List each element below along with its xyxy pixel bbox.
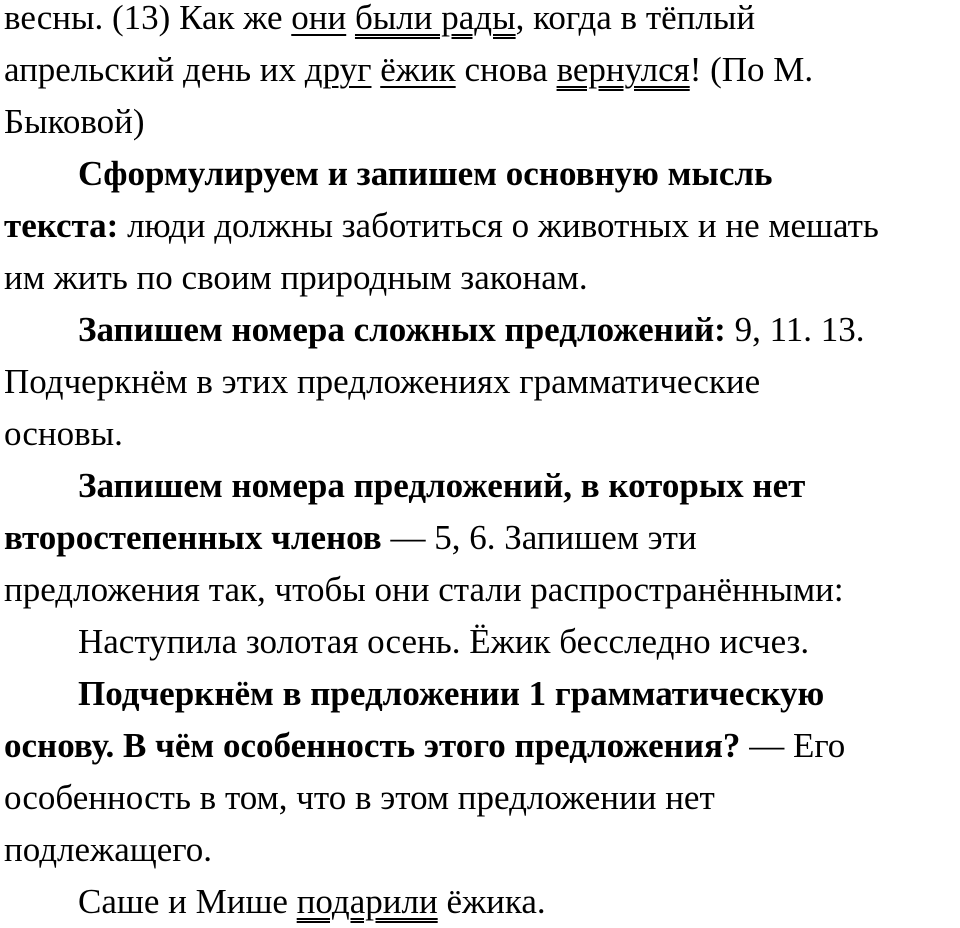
paragraph-main-idea [4, 148, 960, 304]
text-line [4, 876, 960, 928]
bold-heading: Запишем номера сложных предложений: [78, 310, 726, 349]
text-fragment [371, 50, 380, 89]
paragraph-sentence-13 [4, 0, 960, 148]
text-fragment: Наступила золотая осень. Ёжик бесследно исчез. [78, 622, 810, 661]
bold-heading: второстепенных членов [4, 518, 382, 557]
text-fragment: Подчеркнём в этих предложениях грамматические [4, 362, 761, 401]
text-line [4, 460, 960, 512]
text-fragment: ёжика. [437, 882, 546, 921]
text-fragment: предложения так, чтобы они стали распространёнными: [4, 570, 844, 609]
text-line [4, 616, 960, 668]
bold-heading: основу. В чём особенность этого предложения? [4, 726, 741, 765]
text-fragment: люди должны заботиться о животных и не мешать [118, 206, 879, 245]
text-fragment: — Его [740, 726, 846, 765]
underlined-predicate: подарили [296, 882, 438, 921]
text-fragment: снова [455, 50, 557, 89]
text-line [4, 720, 960, 772]
text-fragment: ! (По М. [689, 50, 814, 89]
underlined-subject: друг [304, 50, 372, 89]
bold-heading: Запишем номера предложений, в которых нет [78, 466, 806, 505]
underlined-subject: ёжик [380, 50, 456, 89]
text-fragment: 9, 11. 13. [725, 310, 865, 349]
paragraph-extended-sentences [4, 616, 960, 668]
underlined-predicate: вернулся [556, 50, 690, 89]
paragraph-grammatical-basis [4, 668, 960, 876]
bold-heading: текста: [4, 206, 119, 245]
text-fragment [346, 0, 355, 37]
text-line [4, 200, 960, 252]
text-line [4, 408, 960, 460]
bold-heading: Подчеркнём в предложении 1 грамматическую [78, 674, 825, 713]
text-line [4, 0, 960, 44]
text-line [4, 252, 960, 304]
text-fragment: апрельский день их [4, 50, 305, 89]
text-line [4, 668, 960, 720]
text-line [4, 148, 960, 200]
paragraph-example-sentence [4, 876, 960, 928]
text-line [4, 356, 960, 408]
text-line [4, 772, 960, 824]
text-fragment: , когда в тёплый [515, 0, 756, 37]
text-fragment: — 5, 6. Запишем эти [381, 518, 697, 557]
text-line [4, 304, 960, 356]
text-line [4, 564, 960, 616]
text-fragment: подлежащего. [4, 830, 212, 869]
text-line [4, 44, 960, 96]
text-fragment: особенность в том, что в этом предложении нет [4, 778, 715, 817]
text-line [4, 96, 960, 148]
text-fragment: весны. (13) Как же [4, 0, 292, 37]
text-line [4, 824, 960, 876]
underlined-subject: они [291, 0, 347, 37]
paragraph-complex-sentences [4, 304, 960, 460]
text-line [4, 512, 960, 564]
text-fragment: Быковой) [4, 102, 145, 141]
underlined-predicate: были рады [354, 0, 516, 37]
text-fragment: им жить по своим природным законам. [4, 258, 588, 297]
paragraph-no-secondary-members [4, 460, 960, 616]
bold-heading: Сформулируем и запишем основную мысль [78, 154, 773, 193]
text-fragment: Саше и Мише [78, 882, 297, 921]
text-fragment: основы. [4, 414, 123, 453]
